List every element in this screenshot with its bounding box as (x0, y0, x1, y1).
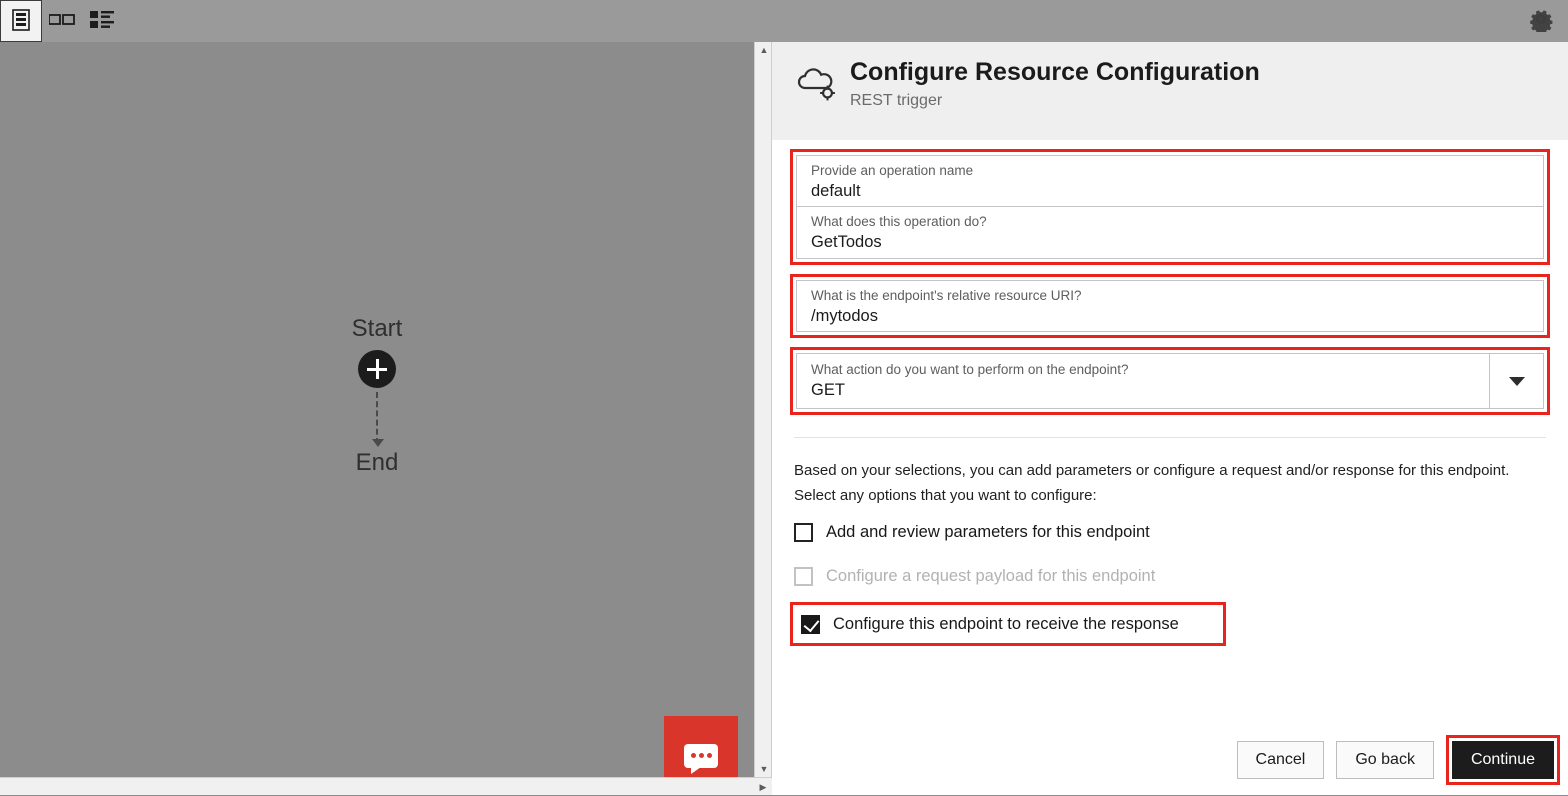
end-label: End (355, 449, 399, 476)
start-label: Start (351, 315, 403, 342)
resource-uri-field[interactable] (796, 280, 1544, 332)
gear-icon (1528, 6, 1554, 37)
page-subtitle: REST trigger (850, 92, 943, 109)
workflow-canvas[interactable] (0, 42, 754, 795)
action-select-label: What action do you want to perform on the endpoint? (811, 362, 1129, 377)
action-select-highlight (790, 347, 1550, 415)
view-detail-button[interactable] (0, 0, 42, 42)
view-outline-icon (90, 10, 114, 33)
chevron-down-icon (1509, 377, 1525, 386)
cancel-button[interactable]: Cancel (1237, 741, 1325, 779)
top-toolbar (0, 0, 1568, 42)
chat-dot (699, 753, 704, 758)
operation-description-value[interactable]: GetTodos (811, 233, 882, 251)
canvas-vertical-scrollbar[interactable] (754, 42, 772, 777)
operation-fields-highlight (790, 149, 1550, 265)
parameters-checkbox-label: Add and review parameters for this endpoint (826, 522, 1150, 541)
view-outline-button[interactable] (82, 1, 122, 41)
option-request-payload-row (790, 556, 1550, 596)
workflow-graph (0, 314, 754, 478)
helper-text (790, 458, 1550, 508)
chat-bubble-icon (684, 744, 718, 768)
option-parameters-row[interactable] (790, 512, 1550, 552)
view-compact-icon (49, 14, 75, 29)
scroll-right-arrow-icon[interactable]: ▶ (759, 781, 767, 792)
go-back-button[interactable]: Go back (1336, 741, 1434, 779)
helper-line-2: Select any options that you want to configure: (794, 487, 1097, 504)
panel-header (772, 42, 1568, 140)
rest-trigger-icon (794, 66, 836, 107)
continue-button-highlight (1446, 735, 1560, 785)
operation-name-value[interactable]: default (811, 182, 861, 200)
chat-dot (707, 753, 712, 758)
canvas-horizontal-scrollbar[interactable] (0, 777, 772, 795)
operation-name-field[interactable] (796, 155, 1544, 207)
operation-description-field[interactable] (796, 207, 1544, 259)
resource-uri-value[interactable]: /mytodos (811, 307, 878, 325)
parameters-checkbox[interactable] (794, 523, 813, 542)
flow-connector (376, 392, 378, 444)
response-option-highlight (790, 602, 1226, 646)
resource-uri-highlight (790, 274, 1550, 338)
panel-footer (1237, 735, 1560, 785)
helper-line-1: Based on your selections, you can add parameters or configure a request and/or response for this endpoint. (794, 462, 1510, 479)
continue-button[interactable]: Continue (1452, 741, 1554, 779)
action-select-value: GET (811, 381, 845, 399)
action-select-main[interactable] (797, 354, 1489, 408)
request-payload-checkbox-label: Configure a request payload for this endpoint (826, 566, 1156, 585)
section-divider (794, 437, 1546, 438)
scroll-down-arrow-icon[interactable]: ▼ (759, 764, 769, 774)
panel-body (772, 140, 1568, 795)
response-checkbox-label: Configure this endpoint to receive the response (833, 614, 1179, 633)
view-compact-button[interactable] (42, 1, 82, 41)
request-payload-checkbox (794, 567, 813, 586)
action-select[interactable] (796, 353, 1544, 409)
configure-resource-panel (772, 42, 1568, 795)
resource-uri-label: What is the endpoint's relative resource URI? (811, 288, 1082, 303)
action-select-dropdown-button[interactable] (1489, 354, 1543, 408)
operation-description-label: What does this operation do? (811, 214, 987, 229)
page-title: Configure Resource Configuration (850, 58, 1260, 86)
chat-dot (691, 753, 696, 758)
response-checkbox[interactable] (801, 615, 820, 634)
add-step-button[interactable] (358, 350, 396, 388)
operation-name-label: Provide an operation name (811, 163, 974, 178)
view-detail-icon (12, 9, 30, 34)
settings-button[interactable] (1528, 6, 1554, 37)
scroll-up-arrow-icon[interactable]: ▲ (759, 45, 769, 55)
